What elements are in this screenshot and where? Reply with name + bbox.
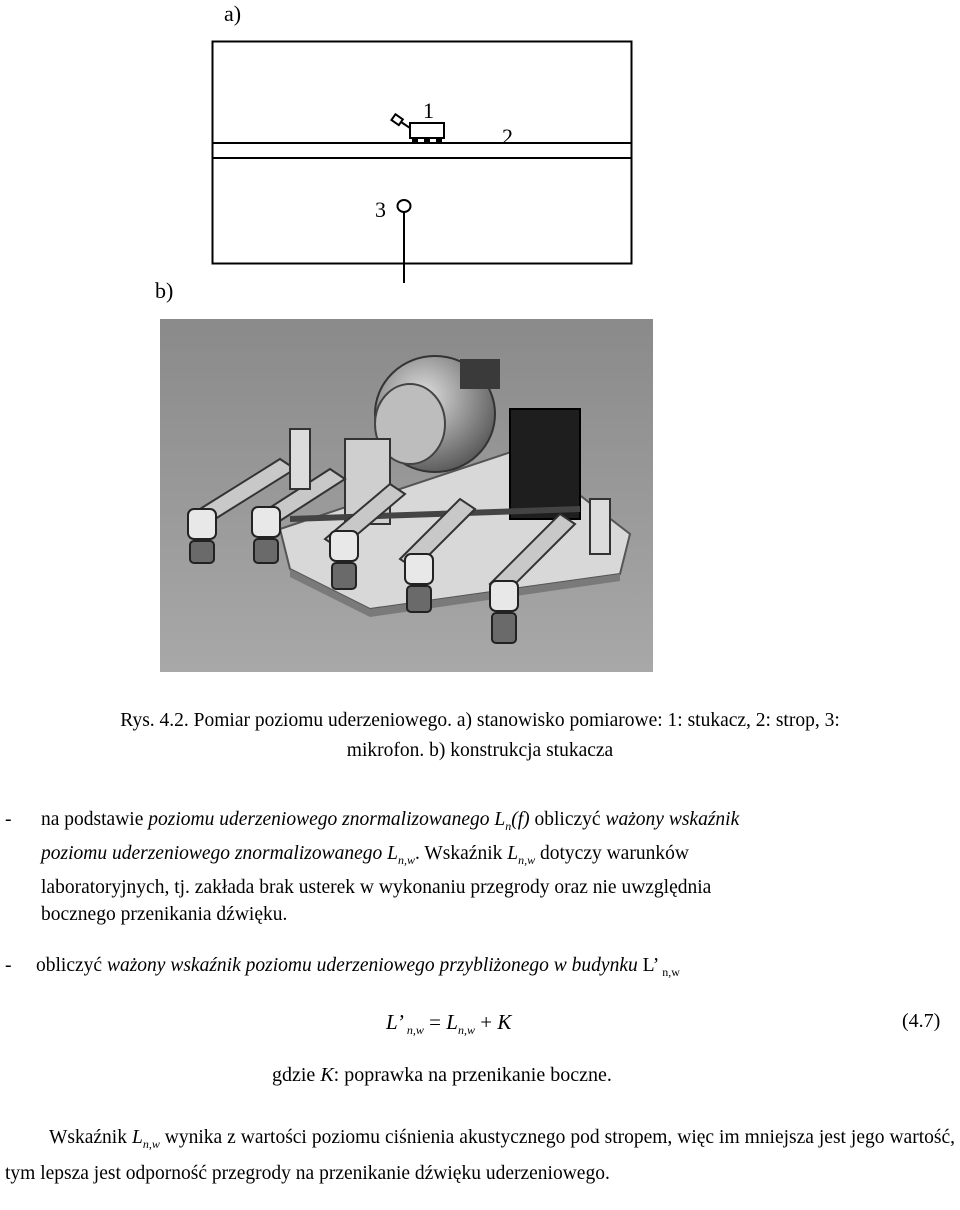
caption-line-1: Rys. 4.2. Pomiar poziomu uderzeniowego. a) stanowisko pomiarowe: 1: stukacz, 2: strop, 3: [120, 710, 840, 731]
text-span: obliczyć [36, 955, 107, 976]
text-span: obliczyć [529, 809, 606, 830]
text-sub: n [505, 818, 512, 833]
text-sub: n,w [659, 964, 680, 979]
marker-2: 2 [502, 124, 513, 149]
text-line: bocznego przenikania dźwięku. [41, 903, 288, 925]
text-span: Wskaźnik [49, 1127, 132, 1148]
eq-rhs: L [446, 1010, 458, 1034]
text-line: laboratoryjnych, tj. zakłada brak usterek w wykonaniu przegrody oraz nie uwzględnia [41, 876, 712, 898]
text-span: gdzie [272, 1064, 321, 1086]
measurement-setup-diagram [211, 40, 633, 285]
text-italic: L [131, 1127, 143, 1148]
caption-line-2: mikrofon. b) konstrukcja stukacza [346, 740, 614, 761]
text-italic: K [320, 1064, 334, 1086]
tapping-machine-illustration [160, 319, 653, 672]
eq-lhs-sub: n,w [403, 1023, 424, 1038]
marker-1: 1 [423, 98, 434, 123]
text-span: : poprawka na przenikanie boczne. [333, 1064, 612, 1086]
eq-sign: = [423, 1010, 447, 1034]
text-sub: n,w [142, 1136, 160, 1151]
text-sub: n,w [397, 852, 415, 867]
text-italic: L [507, 842, 519, 864]
text-italic: ważony wskaźnik [605, 809, 740, 830]
text-italic: ważony wskaźnik poziomu uderzeniowego przybliżonego w budynku [106, 955, 638, 976]
text-span: . Wskaźnik [415, 842, 508, 864]
figure-caption [0, 706, 960, 766]
eq-rhs-sub: n,w [457, 1023, 475, 1038]
figure-label-a: a) [224, 1, 242, 26]
marker-3: 3 [375, 197, 386, 222]
text-span: dotyczy warunków [535, 842, 689, 864]
eq-k: K [497, 1010, 512, 1034]
eq-plus: + [474, 1010, 498, 1034]
text-italic: (f) [511, 809, 530, 830]
figure-label-b: b) [155, 278, 174, 303]
bullet-dash: - [5, 955, 12, 976]
closing-paragraph [5, 1123, 955, 1189]
equation-number: (4.7) [902, 1010, 941, 1032]
bullet-dash: - [5, 809, 12, 830]
eq-lhs: L’ [386, 1010, 404, 1034]
bullet-approximate-index [0, 952, 960, 982]
equation-where [272, 1064, 612, 1087]
tapping-machine-photo [160, 319, 653, 672]
bullet-text [36, 952, 936, 986]
room-outline [213, 42, 632, 264]
text-span: L’ [637, 955, 660, 976]
tapping-machine-icon [391, 114, 444, 142]
bullet-text [41, 806, 941, 928]
bullet-normalized-level [0, 806, 960, 926]
text-italic: poziomu uderzeniowego znormalizowanego L [41, 842, 398, 864]
text-span: na podstawie [41, 809, 149, 830]
text-italic: poziomu uderzeniowego znormalizowanego L [148, 809, 506, 830]
text-span: wynika z wartości poziomu ciśnienia akustycznego pod stropem, więc im mniejsza jest jego wartość, tym lepsza jest odporność przegrody na przenikanie dźwięku uderzeniowego. [5, 1127, 955, 1184]
equation [386, 1010, 511, 1038]
microphone-icon [398, 200, 411, 283]
text-sub: n,w [518, 852, 536, 867]
